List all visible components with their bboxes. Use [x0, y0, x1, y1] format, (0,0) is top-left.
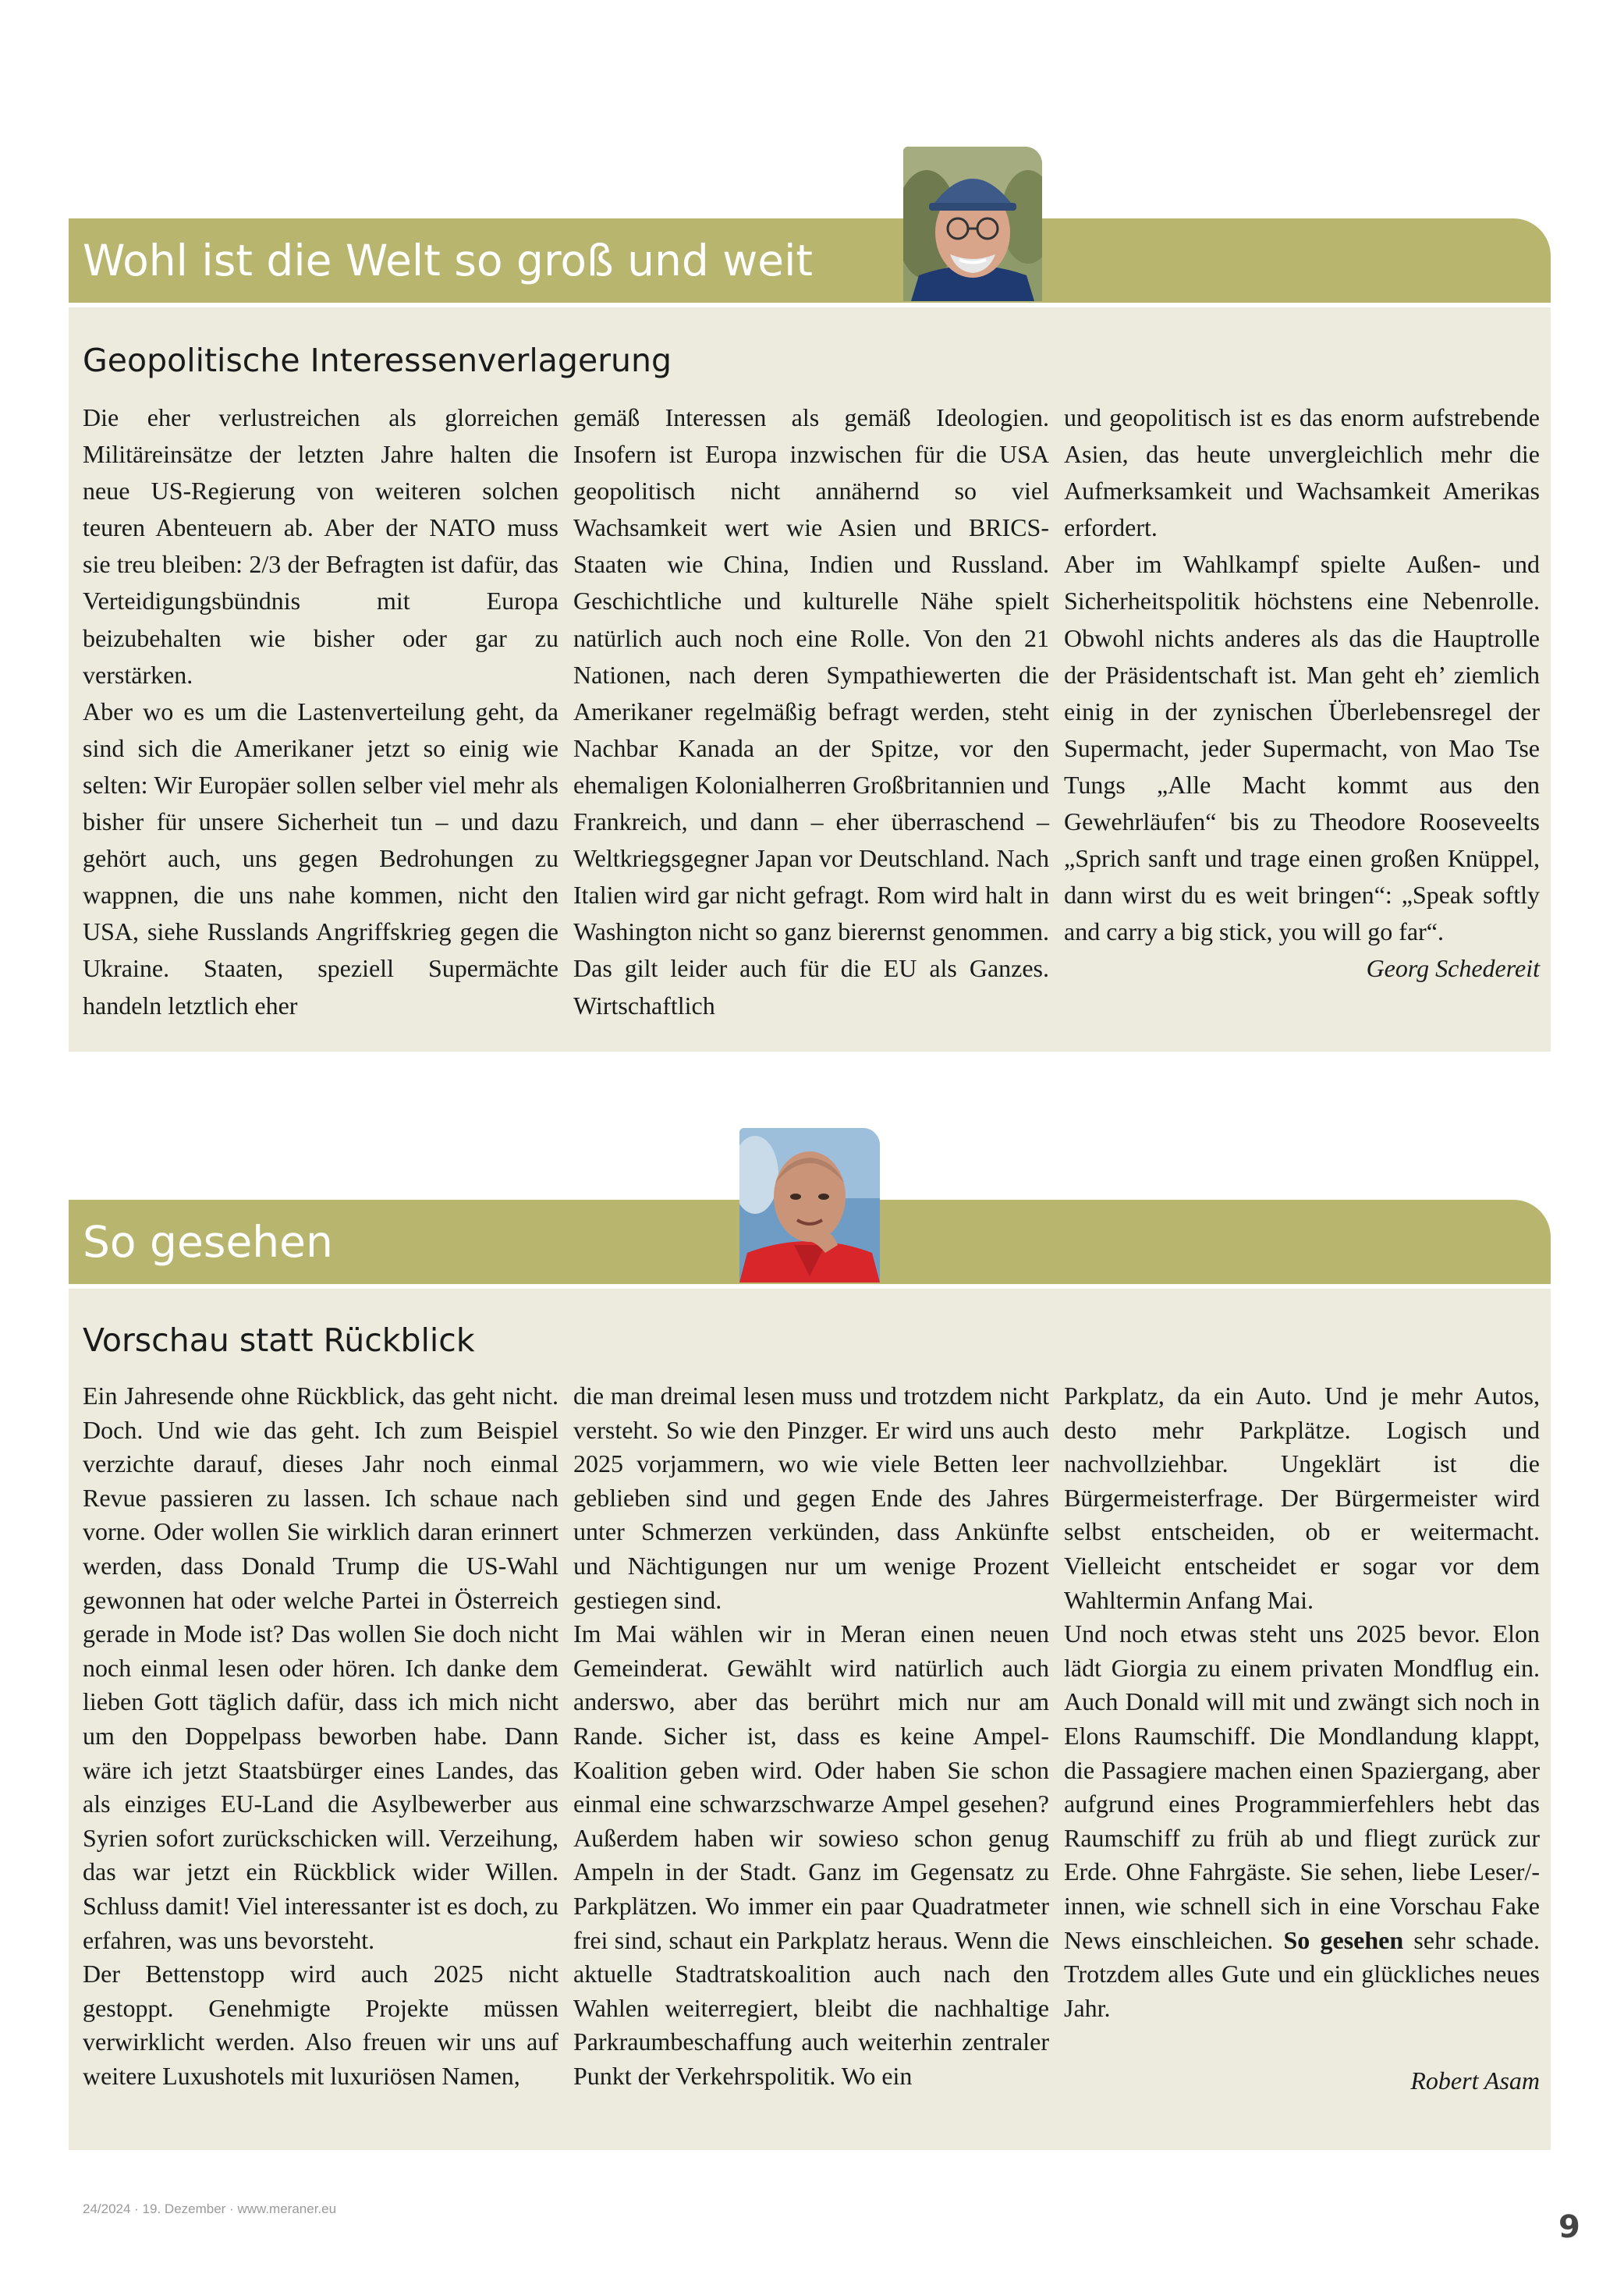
article2-column-3 [1064, 1379, 1540, 2098]
article1-column-3 [1064, 399, 1540, 988]
article2-column-2 [573, 1379, 1049, 2093]
article2-col3-ending: sehr schade. Trotzdem alles Gute und ein glückliches neues Jahr. [1064, 1925, 1541, 2022]
article2-col1-para-2: Der Bettenstopp wird auch 2025 nicht gestoppt. Genehmigte Projekte müssen verwirklicht werden. Also freuen wir uns auf weitere Luxushotels mit luxuriösen Namen, [83, 1960, 558, 2090]
article1-column-2 [573, 399, 1049, 1024]
article1-subtitle: Geopolitische Interessenverlagerung [83, 342, 672, 379]
page-number: 9 [1558, 2209, 1580, 2245]
article2-col3-para-2 [1064, 1617, 1540, 2025]
article2-col3-para-2-text: Und noch etwas steht uns 2025 bevor. Elon lädt Giorgia zu einem privaten Mondflug ein. Auch Donald will mit und zwängt sich noch in Elons Raumschiff. Die Mondlandung klappt, die Passagiere machen einen Spaziergang, aber aufgrund eines Programmierfehlers hebt das Raumschiff zu früh ab und fliegt zurück zur Erde. Ohne Fahrgäste. Sie sehen, liebe Leser/-innen, wie schnell sich in eine Vorschau Fake News einschleichen. [1064, 1619, 1540, 1954]
article2-col2-para-2: Im Mai wählen wir in Meran einen neuen Gemeinderat. Gewählt wird natürlich auch anderswo, aber das berührt mich nur am Rande. Sicher ist, dass es keine Ampel-Koalition geben wird. Oder haben Sie schon einmal eine schwarzschwarze Ampel gesehen? Außerdem haben wir sowieso schon genug Ampeln in der Stadt. Ganz im Gegensatz zu Parkplätzen. Wo immer ein paar Quadratmeter frei sind, schaut ein Parkplatz heraus. Wenn die aktuelle Stadtratskoalition auch nach den Wahlen weiterregiert, bleibt die nachhaltige Parkraumbeschaffung auch weiterhin zentraler Punkt der Verkehrspolitik. Wo ein [573, 1619, 1049, 2090]
article2-subtitle: Vorschau statt Rückblick [83, 1321, 475, 1359]
article2-col1-para-1: Ein Jahresende ohne Rückblick, das geht nicht. Doch. Und wie das geht. Ich zum Beispiel verzichte darauf, dieses Jahr noch einmal Revue passieren zu lassen. Ich schaue nach vorne. Oder wollen Sie wirklich daran erinnert werden, dass Donald Trump die US-Wahl gewonnen hat oder welche Partei in Österreich gerade in Mode ist? Das wollen Sie doch nicht noch einmal lesen oder hören. Ich danke dem lieben Gott täglich dafür, dass ich mich nicht um den Doppelpass beworben habe. Dann wäre ich jetzt Staatsbürger eines Landes, das als einziges EU-Land die Asylbewerber aus Syrien sofort zurückschicken will. Verzeihung, das war jetzt ein Rückblick wider Willen. Schluss damit! Viel interessanter ist es doch, zu erfahren, was uns bevorsteht. [83, 1382, 558, 1954]
article1-col3-para-1: und geopolitisch ist es das enorm aufstrebende Asien, das heute unvergleichlich mehr die Aufmerksamkeit und Wachsamkeit Amerikas erfordert. [1064, 403, 1540, 542]
article2-title: So gesehen [83, 1217, 333, 1267]
author-photo-asam [739, 1128, 880, 1282]
article1-column-1 [83, 399, 558, 1024]
article2-author: Robert Asam [1410, 2066, 1540, 2095]
article1-col1-para-1: Die eher verlustreichen als glorreichen Militäreinsätze der letzten Jahre halten die neue US-Regierung von weiteren solchen teuren Abenteuern ab. Aber der NATO muss sie treu bleiben: 2/3 der Befragten ist dafür, das Verteidigungsbündnis mit Europa beizubehalten wie bisher oder gar zu verstärken. [83, 403, 558, 689]
article2-col3-bold-phrase: So gesehen [1283, 1925, 1404, 1954]
article1-col3-para-2: Aber im Wahlkampf spielte Außen- und Sicherheitspolitik höchstens eine Nebenrolle. Obwohl nichts anderes als das die Hauptrolle der Präsidentschaft ist. Man geht eh’ ziemlich einig in der zynischen Überlebensregel der Supermacht, jeder Supermacht, von Mao Tse Tungs „Alle Macht kommt aus den Gewehrläufen“ bis zu Theodore Rooseveelts „Sprich sanft und trage einen großen Knüppel, dann wirst du es weit bringen“: „Speak softly and carry a big stick, you will go far“. [1064, 550, 1540, 946]
article1-author: Georg Schedereit [1366, 954, 1540, 983]
article2-col2-para-1: die man dreimal lesen muss und trotzdem nicht versteht. So wie den Pinzger. Er wird uns auch 2025 vorjammern, wo wie viele Betten leer geblieben sind und gegen Ende des Jahres unter Schmerzen verkünden, dass Ankünfte und Nächtigungen nur um wenige Prozent gestiegen sind. [573, 1382, 1049, 1614]
footer-issue-line: 24/2024 · 19. Dezember · www.meraner.eu [83, 2201, 337, 2216]
article1-body [69, 303, 1551, 1052]
article1-col1-para-2: Aber wo es um die Lastenverteilung geht, da sind sich die Amerikaner jetzt so einig wie selten: Wir Europäer sollen selber viel mehr als bisher für unsere Sicherheit tun – und dazu gehört auch, uns gegen Bedrohungen zu wappnen, die uns nahe kommen, nicht den USA, siehe Russlands Angriffskrieg gegen die Ukraine. Staaten, speziell Supermächte handeln letztlich eher [83, 697, 558, 1020]
article1-title-banner [69, 218, 1551, 303]
article2-column-1 [83, 1379, 558, 2093]
author-photo-schedereit [903, 147, 1042, 301]
article1-col2-para-1: gemäß Interessen als gemäß Ideologien. Insofern ist Europa inzwischen für die USA geopolitisch nicht annähernd so viel Wachsamkeit wert wie Asien und BRICS-Staaten wie China, Indien und Russland. Geschichtliche und kulturelle Nähe spielt natürlich auch noch eine Rolle. Von den 21 Nationen, nach deren Sympathiewerten die Amerikaner regelmäßig befragt werden, steht Nachbar Kanada an der Spitze, vor den ehemaligen Kolonialherren Großbritannien und Frankreich, und dann – eher überraschend – Weltkriegsgegner Japan vor Deutschland. Nach Italien wird gar nicht gefragt. Rom wird halt in Washington nicht so ganz bierernst genommen. Das gilt leider auch für die EU als Ganzes. Wirtschaftlich [573, 403, 1049, 1020]
article1-title: Wohl ist die Welt so groß und weit [83, 236, 813, 286]
article2-col3-para-1: Parkplatz, da ein Auto. Und je mehr Autos, desto mehr Parkplätze. Logisch und nachvollziehbar. Ungeklärt ist die Bürgermeisterfrage. Der Bürgermeister wird selbst entscheiden, ob er weitermacht. Vielleicht entscheidet er sogar vor dem Wahltermin Anfang Mai. [1064, 1382, 1540, 1614]
article2-body [69, 1284, 1551, 2150]
